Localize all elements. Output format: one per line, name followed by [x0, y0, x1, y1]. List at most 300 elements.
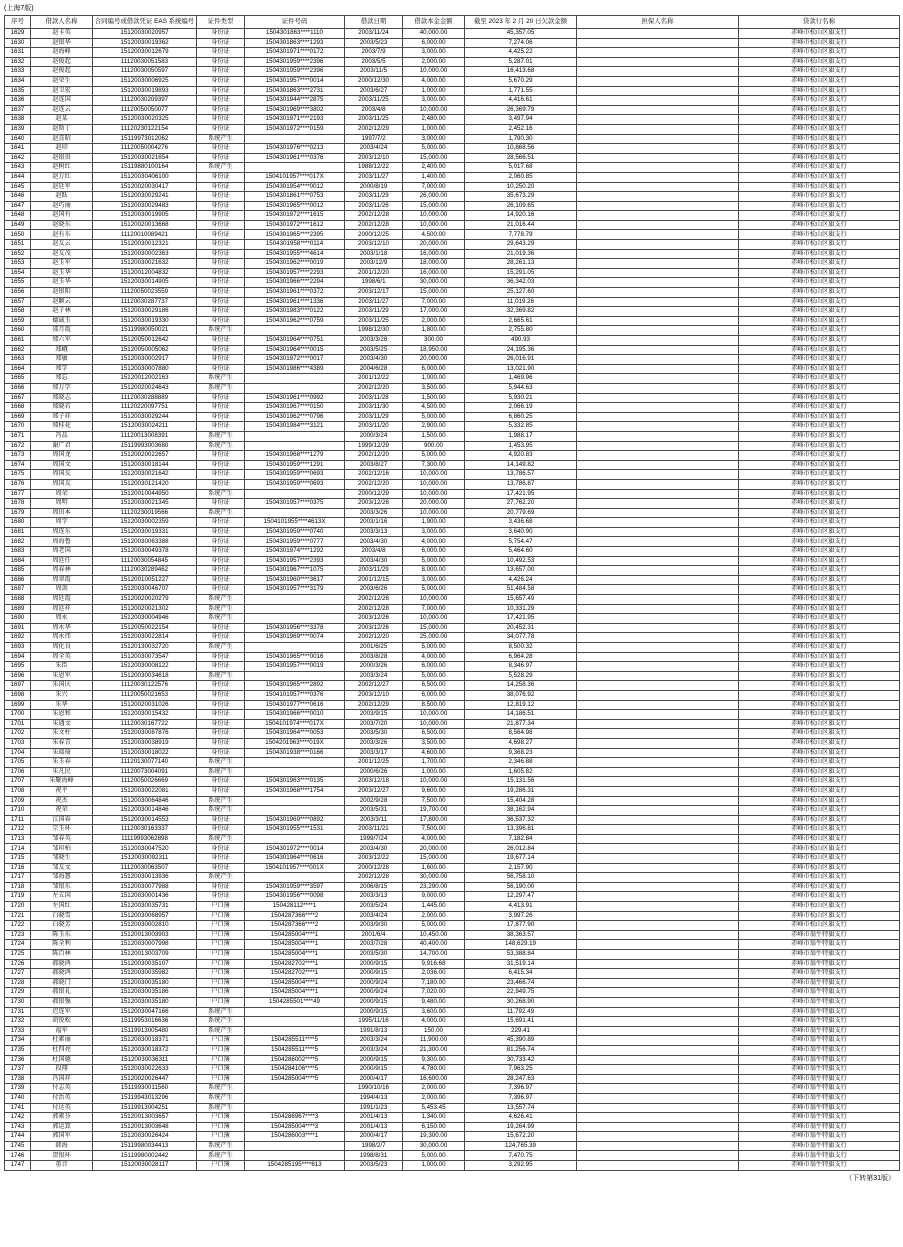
table-row	[5, 1113, 900, 1123]
cell-guarantor	[577, 326, 739, 336]
cell-loan-date: 2003/12/10	[345, 690, 403, 700]
cell-id-number: 1504301966****2294	[245, 278, 345, 288]
cell-guarantor	[577, 57, 739, 67]
cell-id-type: 身份证	[197, 124, 245, 134]
cell-borrower-name: 周国友	[31, 470, 93, 480]
cell-bank: 赤峰市翁牛特旗支行	[739, 959, 900, 969]
cell-index: 1730	[5, 997, 31, 1007]
cell-principal: 15,000.00	[403, 854, 465, 864]
cell-bank: 赤峰市翁牛特旗支行	[739, 988, 900, 998]
cell-loan-date: 2001/6/25	[345, 643, 403, 653]
cell-guarantor	[577, 988, 739, 998]
cell-id-number: 1504301967****0150	[245, 403, 345, 413]
cell-id-number: 1504301969****0074	[245, 633, 345, 643]
table-row	[5, 192, 900, 202]
table-row	[5, 681, 900, 691]
cell-id-type: 身份证	[197, 220, 245, 230]
cell-contract-number: 11120130077140	[93, 758, 197, 768]
cell-borrower-name: 赵某	[31, 115, 93, 125]
cell-index: 1638	[5, 115, 31, 125]
cell-contract-number: 15120030020325	[93, 115, 197, 125]
cell-index: 1651	[5, 240, 31, 250]
cell-outstanding: 13,021.90	[465, 364, 577, 374]
cell-guarantor	[577, 1113, 739, 1123]
cell-id-number: 1504101974****017X	[245, 719, 345, 729]
cell-outstanding: 3,497.94	[465, 115, 577, 125]
cell-outstanding: 6,964.28	[465, 652, 577, 662]
cell-borrower-name: 朱兴	[31, 690, 93, 700]
table-row	[5, 1074, 900, 1084]
cell-id-type: 身份证	[197, 297, 245, 307]
cell-principal: 7,500.00	[403, 825, 465, 835]
cell-id-number: 1504301961****1336	[245, 297, 345, 307]
cell-contract-number: 15120012002163	[93, 374, 197, 384]
cell-outstanding: 15,672.20	[465, 1132, 577, 1142]
cell-bank: 赤峰市翁牛特旗支行	[739, 1017, 900, 1027]
cell-contract-number: 11120030054845	[93, 556, 197, 566]
cell-bank: 赤峰市松山区旗支行	[739, 681, 900, 691]
cell-index: 1723	[5, 930, 31, 940]
cell-outstanding: 1,988.17	[465, 431, 577, 441]
cell-borrower-name: 赵友云	[31, 240, 93, 250]
cell-index: 1734	[5, 1036, 31, 1046]
cell-loan-date: 1999/12/29	[345, 441, 403, 451]
cell-guarantor	[577, 844, 739, 854]
cell-bank: 赤峰市松山区旗支行	[739, 86, 900, 96]
cell-bank: 赤峰市松山区旗支行	[739, 633, 900, 643]
cell-index: 1633	[5, 67, 31, 77]
cell-id-type: 身份证	[197, 288, 245, 298]
cell-borrower-name: 董音	[31, 1161, 93, 1171]
cell-principal: 4,000.00	[403, 1017, 465, 1027]
cell-contract-number: 15120030018372	[93, 1045, 197, 1055]
cell-contract-number: 15120020022657	[93, 451, 197, 461]
cell-contract-number: 15120030019330	[93, 316, 197, 326]
cell-id-type: 身份证	[197, 854, 245, 864]
table-row	[5, 719, 900, 729]
table-row	[5, 671, 900, 681]
cell-index: 1653	[5, 259, 31, 269]
cell-index: 1703	[5, 738, 31, 748]
cell-loan-date: 2003/3/24	[345, 1045, 403, 1055]
cell-principal: 1,445.00	[403, 902, 465, 912]
cell-id-type: 户口簿	[197, 997, 245, 1007]
cell-id-number: 1504301965****0012	[245, 201, 345, 211]
cell-index: 1661	[5, 336, 31, 346]
cell-outstanding: 19,264.99	[465, 1122, 577, 1132]
cell-index: 1673	[5, 451, 31, 461]
table-row	[5, 959, 900, 969]
cell-id-type: 身份证	[197, 892, 245, 902]
cell-contract-number: 15120013003657	[93, 1113, 197, 1123]
cell-guarantor	[577, 460, 739, 470]
cell-outstanding: 4,698.27	[465, 738, 577, 748]
cell-loan-date: 2003/7/28	[345, 940, 403, 950]
cell-guarantor	[577, 777, 739, 787]
cell-principal: 5,000.00	[403, 585, 465, 595]
cell-index: 1657	[5, 297, 31, 307]
cell-principal: 10,000.00	[403, 614, 465, 624]
cell-index: 1709	[5, 796, 31, 806]
cell-id-number: 1504101957****0376	[245, 690, 345, 700]
table-row	[5, 431, 900, 441]
table-row	[5, 1122, 900, 1132]
cell-id-number	[245, 1084, 345, 1094]
cell-outstanding: 1,790.30	[465, 134, 577, 144]
table-row	[5, 662, 900, 672]
cell-id-number: 1504301964****0616	[245, 854, 345, 864]
cell-id-number: 1504201963****019X	[245, 738, 345, 748]
cell-contract-number: 15120030002917	[93, 355, 197, 365]
cell-borrower-name: 赵国有	[31, 211, 93, 221]
cell-id-number: 1504301959****0693	[245, 470, 345, 480]
cell-id-number: 1504301944****2875	[245, 96, 345, 106]
table-row	[5, 930, 900, 940]
cell-contract-number: 15120030002810	[93, 921, 197, 931]
cell-index: 1699	[5, 700, 31, 710]
cell-index: 1716	[5, 863, 31, 873]
cell-guarantor	[577, 604, 739, 614]
cell-id-type: 系统产生	[197, 873, 245, 883]
cell-borrower-name: 朱瑞琦	[31, 748, 93, 758]
cell-bank: 赤峰市松山区旗支行	[739, 882, 900, 892]
cell-loan-date: 2003/4/8	[345, 105, 403, 115]
cell-contract-number: 15120030035107	[93, 959, 197, 969]
cell-id-number: 1504301962****0796	[245, 412, 345, 422]
table-row	[5, 105, 900, 115]
table-row	[5, 556, 900, 566]
cell-bank: 赤峰市松山区旗支行	[739, 700, 900, 710]
cell-loan-date: 2003/11/29	[345, 566, 403, 576]
cell-index: 1731	[5, 1007, 31, 1017]
table-row	[5, 767, 900, 777]
cell-borrower-name: 白晓芳	[31, 921, 93, 931]
cell-index: 1735	[5, 1045, 31, 1055]
cell-principal: 2,000.00	[403, 911, 465, 921]
cell-outstanding: 2,066.19	[465, 403, 577, 413]
cell-index: 1746	[5, 1151, 31, 1161]
cell-id-type: 户口簿	[197, 978, 245, 988]
table-row	[5, 240, 900, 250]
cell-contract-number: 15120010051227	[93, 575, 197, 585]
cell-id-type: 身份证	[197, 499, 245, 509]
cell-outstanding: 56,190.00	[465, 882, 577, 892]
cell-contract-number: 11120050026669	[93, 777, 197, 787]
table-row	[5, 470, 900, 480]
cell-bank: 赤峰市松山区旗支行	[739, 336, 900, 346]
table-row	[5, 460, 900, 470]
cell-guarantor	[577, 105, 739, 115]
cell-borrower-name: 郭运算	[31, 1122, 93, 1132]
cell-borrower-name: 赵银华	[31, 38, 93, 48]
cell-loan-date: 2000/12/30	[345, 76, 403, 86]
cell-bank: 赤峰市松山区旗支行	[739, 393, 900, 403]
cell-contract-number: 11120073004091	[93, 767, 197, 777]
cell-guarantor	[577, 374, 739, 384]
cell-loan-date: 2003/5/31	[345, 806, 403, 816]
cell-loan-date: 2006/8/15	[345, 882, 403, 892]
table-row	[5, 1132, 900, 1142]
cell-borrower-name: 周永伟	[31, 633, 93, 643]
cell-id-type: 身份证	[197, 412, 245, 422]
cell-id-type: 身份证	[197, 355, 245, 365]
cell-id-number: 1504301957****0375	[245, 499, 345, 509]
cell-id-number: 1504285501****49	[245, 997, 345, 1007]
cell-principal: 40,000.00	[403, 29, 465, 39]
cell-id-type: 身份证	[197, 815, 245, 825]
cell-id-type: 身份证	[197, 633, 245, 643]
cell-outstanding: 2,060.85	[465, 172, 577, 182]
cell-contract-number: 11120010089421	[93, 230, 197, 240]
cell-bank: 赤峰市松山区旗支行	[739, 307, 900, 317]
cell-id-number	[245, 1007, 345, 1017]
table-row	[5, 652, 900, 662]
cell-borrower-name: 韩海	[31, 1141, 93, 1151]
cell-guarantor	[577, 690, 739, 700]
cell-index: 1685	[5, 566, 31, 576]
cell-contract-number: 15120030022633	[93, 1065, 197, 1075]
cell-id-type: 身份证	[197, 844, 245, 854]
cell-id-type: 系统产生	[197, 1007, 245, 1017]
cell-index: 1677	[5, 489, 31, 499]
cell-loan-date: 2003/11/29	[345, 192, 403, 202]
cell-outstanding: 20,779.69	[465, 508, 577, 518]
cell-bank: 赤峰市松山区旗支行	[739, 556, 900, 566]
cell-loan-date: 2003/4/30	[345, 844, 403, 854]
cell-outstanding: 38,162.94	[465, 806, 577, 816]
table-row	[5, 364, 900, 374]
cell-principal: 5,000.00	[403, 144, 465, 154]
cell-id-number: 1504301986****4389	[245, 364, 345, 374]
table-row	[5, 134, 900, 144]
cell-loan-date: 2000/9/15	[345, 959, 403, 969]
cell-borrower-name: 段翔	[31, 1065, 93, 1075]
cell-outstanding: 14,258.36	[465, 681, 577, 691]
cell-contract-number: 15120012004832	[93, 268, 197, 278]
table-row	[5, 451, 900, 461]
cell-id-number: 1504301969****3802	[245, 105, 345, 115]
cell-outstanding: 28,566.51	[465, 153, 577, 163]
cell-index: 1719	[5, 892, 31, 902]
cell-principal: 4,000.00	[403, 834, 465, 844]
cell-guarantor	[577, 1036, 739, 1046]
table-row	[5, 777, 900, 787]
cell-guarantor	[577, 268, 739, 278]
cell-bank: 赤峰市松山区旗支行	[739, 105, 900, 115]
cell-outstanding: 11,019.26	[465, 297, 577, 307]
cell-index: 1641	[5, 144, 31, 154]
cell-bank: 赤峰市翁牛特旗支行	[739, 1036, 900, 1046]
cell-guarantor	[577, 336, 739, 346]
cell-borrower-name: 德诚玉	[31, 316, 93, 326]
cell-contract-number: 11120030288889	[93, 393, 197, 403]
cell-loan-date: 2000/3/24	[345, 431, 403, 441]
cell-id-type: 户口簿	[197, 1122, 245, 1132]
cell-contract-number: 15120030063388	[93, 537, 197, 547]
cell-borrower-name: 赵银贵	[31, 153, 93, 163]
cell-guarantor	[577, 211, 739, 221]
cell-outstanding: 490.93	[465, 336, 577, 346]
cell-borrower-name: 周廷霞	[31, 595, 93, 605]
cell-id-number: 1504301965****0016	[245, 652, 345, 662]
cell-id-number	[245, 383, 345, 393]
cell-index: 1702	[5, 729, 31, 739]
table-row	[5, 844, 900, 854]
cell-principal: 25,000.00	[403, 633, 465, 643]
cell-principal: 2,900.00	[403, 422, 465, 432]
cell-guarantor	[577, 403, 739, 413]
cell-outstanding: 26,016.91	[465, 355, 577, 365]
cell-id-type: 身份证	[197, 690, 245, 700]
cell-index: 1678	[5, 499, 31, 509]
table-row	[5, 297, 900, 307]
cell-index: 1676	[5, 479, 31, 489]
cell-principal: 5,000.00	[403, 412, 465, 422]
cell-borrower-name: 周海鲁	[31, 537, 93, 547]
cell-loan-date: 2003/8/28	[345, 652, 403, 662]
cell-contract-number: 11120030289462	[93, 566, 197, 576]
cell-guarantor	[577, 786, 739, 796]
cell-index: 1631	[5, 48, 31, 58]
cell-principal: 15,000.00	[403, 288, 465, 298]
cell-contract-number: 15120030035186	[93, 988, 197, 998]
cell-index: 1724	[5, 940, 31, 950]
table-row	[5, 604, 900, 614]
cell-bank: 赤峰市松山区旗支行	[739, 403, 900, 413]
cell-outstanding: 1,771.55	[465, 86, 577, 96]
cell-principal: 15,000.00	[403, 201, 465, 211]
cell-contract-number: 15120030021632	[93, 259, 197, 269]
cell-loan-date: 2003/11/5	[345, 67, 403, 77]
cell-id-number: 1504101957****001X	[245, 863, 345, 873]
cell-contract-number: 11120220097751	[93, 403, 197, 413]
cell-bank: 赤峰市松山区旗支行	[739, 374, 900, 384]
cell-index: 1658	[5, 307, 31, 317]
table-row	[5, 29, 900, 39]
cell-bank: 赤峰市松山区旗支行	[739, 96, 900, 106]
cell-borrower-name: 邹银东	[31, 882, 93, 892]
cell-principal: 10,000.00	[403, 479, 465, 489]
cell-index: 1690	[5, 614, 31, 624]
cell-index: 1710	[5, 806, 31, 816]
cell-contract-number: 15120030015432	[93, 710, 197, 720]
cell-guarantor	[577, 863, 739, 873]
cell-borrower-name: 杜素丽	[31, 1036, 93, 1046]
table-row	[5, 1141, 900, 1151]
cell-contract-number: 15120030029483	[93, 201, 197, 211]
cell-guarantor	[577, 192, 739, 202]
cell-contract-number: 15119980034413	[93, 1141, 197, 1151]
cell-loan-date: 2000/9/15	[345, 1007, 403, 1017]
cell-outstanding: 7,470.75	[465, 1151, 577, 1161]
table-row	[5, 710, 900, 720]
table-row	[5, 786, 900, 796]
cell-id-number	[245, 604, 345, 614]
table-row	[5, 336, 900, 346]
cell-index: 1669	[5, 412, 31, 422]
cell-contract-number: 11120050023559	[93, 288, 197, 298]
cell-bank: 赤峰市松山区旗支行	[739, 76, 900, 86]
cell-outstanding: 15,131.56	[465, 777, 577, 787]
cell-bank: 赤峰市松山区旗支行	[739, 518, 900, 528]
cell-contract-number: 15120030028117	[93, 1161, 197, 1171]
cell-index: 1713	[5, 834, 31, 844]
cell-loan-date: 2003/11/25	[345, 115, 403, 125]
cell-id-number: 1504301968****1754	[245, 786, 345, 796]
cell-borrower-name: 邹海慧	[31, 873, 93, 883]
cell-loan-date: 1988/12/22	[345, 163, 403, 173]
cell-borrower-name: 郝银礼	[31, 988, 93, 998]
cell-loan-date: 2002/12/28	[345, 220, 403, 230]
cell-bank: 赤峰市松山区旗支行	[739, 326, 900, 336]
cell-borrower-name: 赵有东	[31, 230, 93, 240]
cell-borrower-name: 赵连云	[31, 105, 93, 115]
cell-loan-date: 2000/6/26	[345, 767, 403, 777]
cell-outstanding: 3,640.90	[465, 527, 577, 537]
cell-borrower-name: 郝晓门	[31, 978, 93, 988]
cell-id-type: 身份证	[197, 172, 245, 182]
cell-id-type: 身份证	[197, 422, 245, 432]
cell-id-number: 1504301954****0012	[245, 182, 345, 192]
cell-guarantor	[577, 834, 739, 844]
table-row	[5, 633, 900, 643]
cell-index: 1706	[5, 767, 31, 777]
cell-outstanding: 32,369.82	[465, 307, 577, 317]
cell-outstanding: 15,657.49	[465, 595, 577, 605]
cell-principal: 19,300.00	[403, 1132, 465, 1142]
cell-bank: 赤峰市翁牛特旗支行	[739, 1055, 900, 1065]
cell-outstanding: 5,332.85	[465, 422, 577, 432]
cell-principal: 5,000.00	[403, 921, 465, 931]
cell-id-type: 系统产生	[197, 758, 245, 768]
cell-principal: 10,000.00	[403, 710, 465, 720]
cell-contract-number: 15120020031026	[93, 700, 197, 710]
table-row	[5, 124, 900, 134]
cell-loan-date: 2000/3/26	[345, 662, 403, 672]
cell-bank: 赤峰市翁牛特旗支行	[739, 969, 900, 979]
cell-borrower-name: 付志英	[31, 1084, 93, 1094]
cell-guarantor	[577, 595, 739, 605]
cell-guarantor	[577, 556, 739, 566]
cell-id-number: 1504301957****2293	[245, 268, 345, 278]
cell-outstanding: 7,778.79	[465, 230, 577, 240]
cell-bank: 赤峰市松山区旗支行	[739, 844, 900, 854]
cell-index: 1726	[5, 959, 31, 969]
cell-contract-number: 15120030022814	[93, 633, 197, 643]
cell-loan-date: 2002/12/20	[345, 383, 403, 393]
cell-guarantor	[577, 124, 739, 134]
cell-id-type: 系统产生	[197, 374, 245, 384]
cell-principal: 30,000.00	[403, 1141, 465, 1151]
table-row	[5, 374, 900, 384]
cell-principal: 3,000.00	[403, 575, 465, 585]
table-row	[5, 566, 900, 576]
cell-id-number: 1504301972****0017	[245, 355, 345, 365]
cell-loan-date: 2000/4/17	[345, 1074, 403, 1084]
cell-id-type: 身份证	[197, 364, 245, 374]
cell-principal: 8,500.00	[403, 700, 465, 710]
cell-guarantor	[577, 1141, 739, 1151]
cell-principal: 1,500.00	[403, 393, 465, 403]
cell-index: 1632	[5, 57, 31, 67]
cell-principal: 10,000.00	[403, 220, 465, 230]
cell-id-number: 1504286967****3	[245, 1113, 345, 1123]
cell-outstanding: 19,677.14	[465, 854, 577, 864]
cell-principal: 4,000.00	[403, 537, 465, 547]
cell-loan-date: 2003/4/30	[345, 537, 403, 547]
cell-contract-number: 15119913004251	[93, 1103, 197, 1113]
cell-bank: 赤峰市松山区旗支行	[739, 595, 900, 605]
